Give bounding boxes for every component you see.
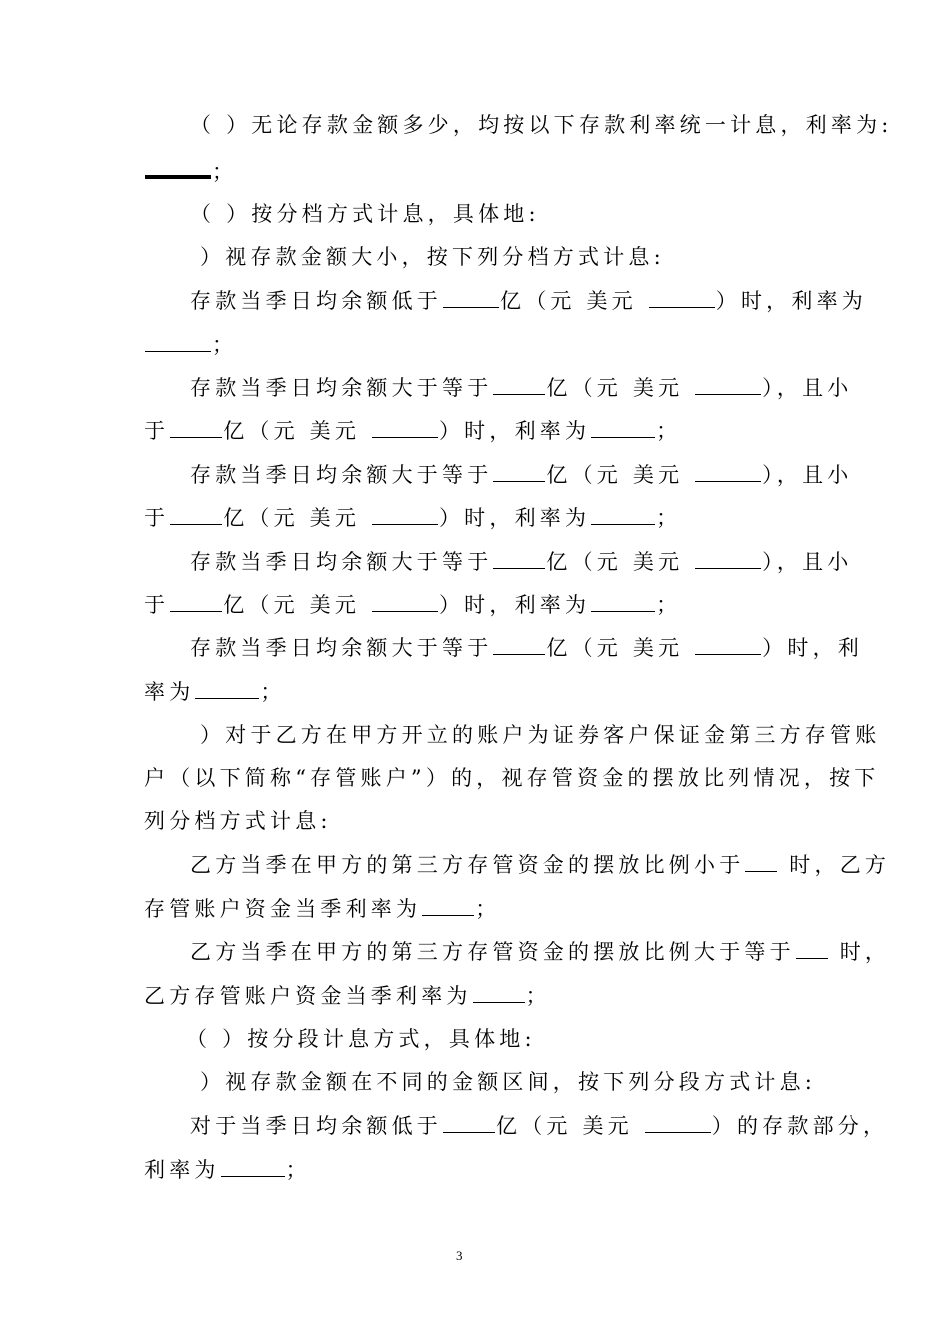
blank-field[interactable]: [221, 1156, 285, 1177]
blank-field[interactable]: [591, 417, 655, 438]
blank-field[interactable]: [443, 1112, 495, 1133]
line-tier3-cont: 于 亿（元 美元 ）时，利率为 ；: [144, 506, 682, 530]
blank-field[interactable]: [493, 548, 545, 569]
line-tiered-heading: （ ）按分档方式计息，具体地:: [190, 202, 540, 226]
line-tier3: 存款当季日均余额大于等于 亿（元 美元 ），且小: [190, 463, 853, 487]
line-tiered-by-amount: ）视存款金额大小，按下列分档方式计息:: [200, 245, 665, 269]
line-tier1: 存款当季日均余额低于 亿（元 美元 ）时，利率为: [190, 289, 867, 313]
line-segment1-cont: 利率为 ；: [144, 1158, 311, 1182]
blank-field[interactable]: [170, 504, 222, 525]
line-uniform-rate: （ ）无论存款金额多少，均按以下存款利率统一计息，利率为:: [190, 113, 893, 137]
blank-field[interactable]: [796, 938, 828, 959]
line-tier1-cont: ；: [144, 330, 237, 360]
blank-field[interactable]: [645, 1112, 711, 1133]
blank-field[interactable]: [591, 591, 655, 612]
line-custody-account-cont2: 列分档方式计息:: [144, 809, 332, 833]
line-tier5: 存款当季日均余额大于等于 亿（元 美元 ）时，利: [190, 636, 863, 660]
blank-field[interactable]: [443, 287, 499, 308]
blank-field[interactable]: [695, 634, 761, 655]
line-custody-account: ）对于乙方在甲方开立的账户为证券客户保证金第三方存管账: [200, 723, 881, 747]
blank-field[interactable]: [493, 634, 545, 655]
line-ratio-less-cont: 存管账户资金当季利率为 ；: [144, 897, 501, 921]
line-segmented-heading: （ ）按分段计息方式，具体地:: [186, 1027, 536, 1051]
blank-field[interactable]: [170, 591, 222, 612]
blank-field[interactable]: [195, 678, 259, 699]
line-tier4: 存款当季日均余额大于等于 亿（元 美元 ），且小: [190, 550, 853, 574]
blank-field[interactable]: [473, 982, 525, 1003]
blank-field[interactable]: [493, 461, 545, 482]
blank-field[interactable]: [372, 417, 438, 438]
blank-field[interactable]: [145, 331, 211, 352]
blank-field[interactable]: [493, 374, 545, 395]
blank-field[interactable]: [372, 504, 438, 525]
line-segmented-by-range: ）视存款金额在不同的金额区间，按下列分段方式计息:: [200, 1070, 817, 1094]
line-uniform-rate-cont: ；: [144, 155, 237, 187]
blank-field[interactable]: [695, 461, 761, 482]
line-tier4-cont: 于 亿（元 美元 ）时，利率为 ；: [144, 593, 682, 617]
blank-field[interactable]: [170, 417, 222, 438]
line-ratio-greater: 乙方当季在甲方的第三方存管资金的摆放比例大于等于 时，: [190, 940, 891, 964]
line-segment1: 对于当季日均余额低于 亿（元 美元 ）的存款部分，: [190, 1114, 889, 1138]
blank-field[interactable]: [745, 851, 777, 872]
line-ratio-less: 乙方当季在甲方的第三方存管资金的摆放比例小于 时，乙方: [190, 853, 891, 877]
blank-field[interactable]: [695, 374, 761, 395]
line-ratio-greater-cont: 乙方存管账户资金当季利率为 ；: [144, 984, 551, 1008]
blank-field[interactable]: [649, 287, 715, 308]
blank-field[interactable]: [695, 548, 761, 569]
line-tier2-cont: 于 亿（元 美元 ）时，利率为 ；: [144, 419, 682, 443]
page-number: 3: [456, 1248, 463, 1263]
blank-field[interactable]: [145, 155, 211, 179]
line-tier5-cont: 率为 ；: [144, 680, 286, 704]
line-tier2: 存款当季日均余额大于等于 亿（元 美元 ），且小: [190, 376, 853, 400]
blank-field[interactable]: [372, 591, 438, 612]
line-custody-account-cont: 户（以下简称“存管账户”）的，视存管资金的摆放比列情况，按下: [144, 766, 880, 790]
blank-field[interactable]: [591, 504, 655, 525]
blank-field[interactable]: [422, 895, 474, 916]
